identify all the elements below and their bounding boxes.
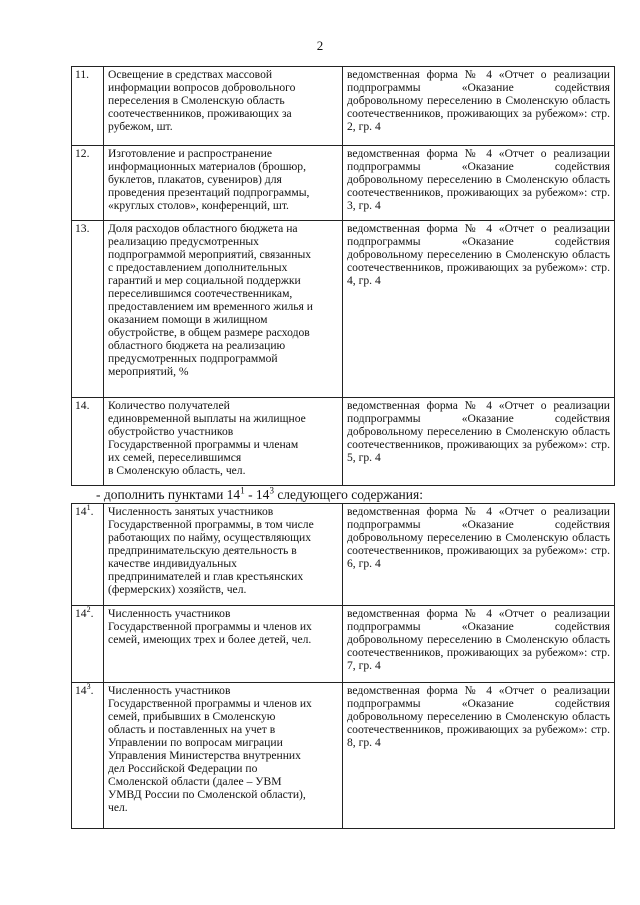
data-source: ведомственная форма № 4 «Отчет о реализации подпрограммы «Оказание содействия добровольному переселению в Смоленскую область соотечественников, проживающих за рубежом»: стр. 4, гр. 4 bbox=[343, 221, 615, 398]
data-source: ведомственная форма № 4 «Отчет о реализации подпрограммы «Оказание содействия добровольному переселению в Смоленскую область соотечественников, проживающих за рубежом»: стр. 5, гр. 4 bbox=[343, 398, 615, 486]
indicators-table-top bbox=[71, 66, 615, 486]
data-source: ведомственная форма № 4 «Отчет о реализации подпрограммы «Оказание содействия добровольному переселению в Смоленскую область соотечественников, проживающих за рубежом»: стр. 8, гр. 4 bbox=[343, 683, 615, 829]
row-number: $14^1$. bbox=[72, 504, 104, 606]
row-number: 13. bbox=[72, 221, 104, 398]
table-row bbox=[72, 683, 615, 829]
row-number: $14^3$. bbox=[72, 683, 104, 829]
page-number: 2 bbox=[316, 38, 324, 53]
table-row bbox=[72, 146, 615, 221]
indicators-table-bottom bbox=[71, 503, 615, 829]
table-row bbox=[72, 398, 615, 486]
data-source: ведомственная форма № 4 «Отчет о реализации подпрограммы «Оказание содействия добровольному переселению в Смоленскую область соотечественников, проживающих за рубежом»: стр. 3, гр. 4 bbox=[343, 146, 615, 221]
indicator-description: Численность участников Государственной программы и членов их семей, прибывших в Смоленскую область и поставленных на учет в Управлении по вопросам миграции Управления Министерства внутренних дел Российской Федерации по Смоленской области (далее – УВМ УМВД России по Смоленской области), чел. bbox=[104, 683, 343, 829]
row-number: 11. bbox=[72, 67, 104, 146]
indicator-description: Изготовление и распространение информационных материалов (брошюр, буклетов, плакатов, сувениров) для проведения презентаций подпрограммы, «круглых столов», конференций, шт. bbox=[104, 146, 343, 221]
table-row bbox=[72, 606, 615, 683]
indicator-description: Освещение в средствах массовой информации вопросов добровольного переселения в Смоленскую область соотечественников, проживающих за рубежом, шт. bbox=[104, 67, 343, 146]
data-source: ведомственная форма № 4 «Отчет о реализации подпрограммы «Оказание содействия добровольному переселению в Смоленскую область соотечественников, проживающих за рубежом»: стр. 7, гр. 4 bbox=[343, 606, 615, 683]
table-row bbox=[72, 504, 615, 606]
table-row bbox=[72, 67, 615, 146]
indicator-description: Количество получателей единовременной выплаты на жилищное обустройство участников Государственной программы и членам их семей, переселившимся в Смоленскую область, чел. bbox=[104, 398, 343, 486]
row-number: 14. bbox=[72, 398, 104, 486]
table-row bbox=[72, 221, 615, 398]
data-source: ведомственная форма № 4 «Отчет о реализации подпрограммы «Оказание содействия добровольному переселению в Смоленскую область соотечественников, проживающих за рубежом»: стр. 2, гр. 4 bbox=[343, 67, 615, 146]
data-source: ведомственная форма № 4 «Отчет о реализации подпрограммы «Оказание содействия добровольному переселению в Смоленскую область соотечественников, проживающих за рубежом»: стр. 6, гр. 4 bbox=[343, 504, 615, 606]
indicator-description: Численность участников Государственной программы и членов их семей, имеющих трех и более детей, чел. bbox=[104, 606, 343, 683]
row-number: $14^2$. bbox=[72, 606, 104, 683]
indicator-description: Численность занятых участников Государственной программы, в том числе работающих по найму, осуществляющих предпринимательскую деятельность в качестве индивидуальных предпринимателей и глав крестьянских (фермерских) хозяйств, чел. bbox=[104, 504, 343, 606]
indicator-description: Доля расходов областного бюджета на реализацию предусмотренных подпрограммой мероприятий, связанных с предоставлением дополнительных гарантий и мер социальной поддержки переселившимся соотечественникам, предоставлением им временного жилья и оказанием помощи в жилищном обустройстве, в общем размере расходов областного бюджета на реализацию предусмотренных подпрограммой мероприятий, % bbox=[104, 221, 343, 398]
row-number: 12. bbox=[72, 146, 104, 221]
insert-instruction: - дополнить пунктами $14^1 - 14^3$ следующего содержания: bbox=[96, 485, 423, 502]
